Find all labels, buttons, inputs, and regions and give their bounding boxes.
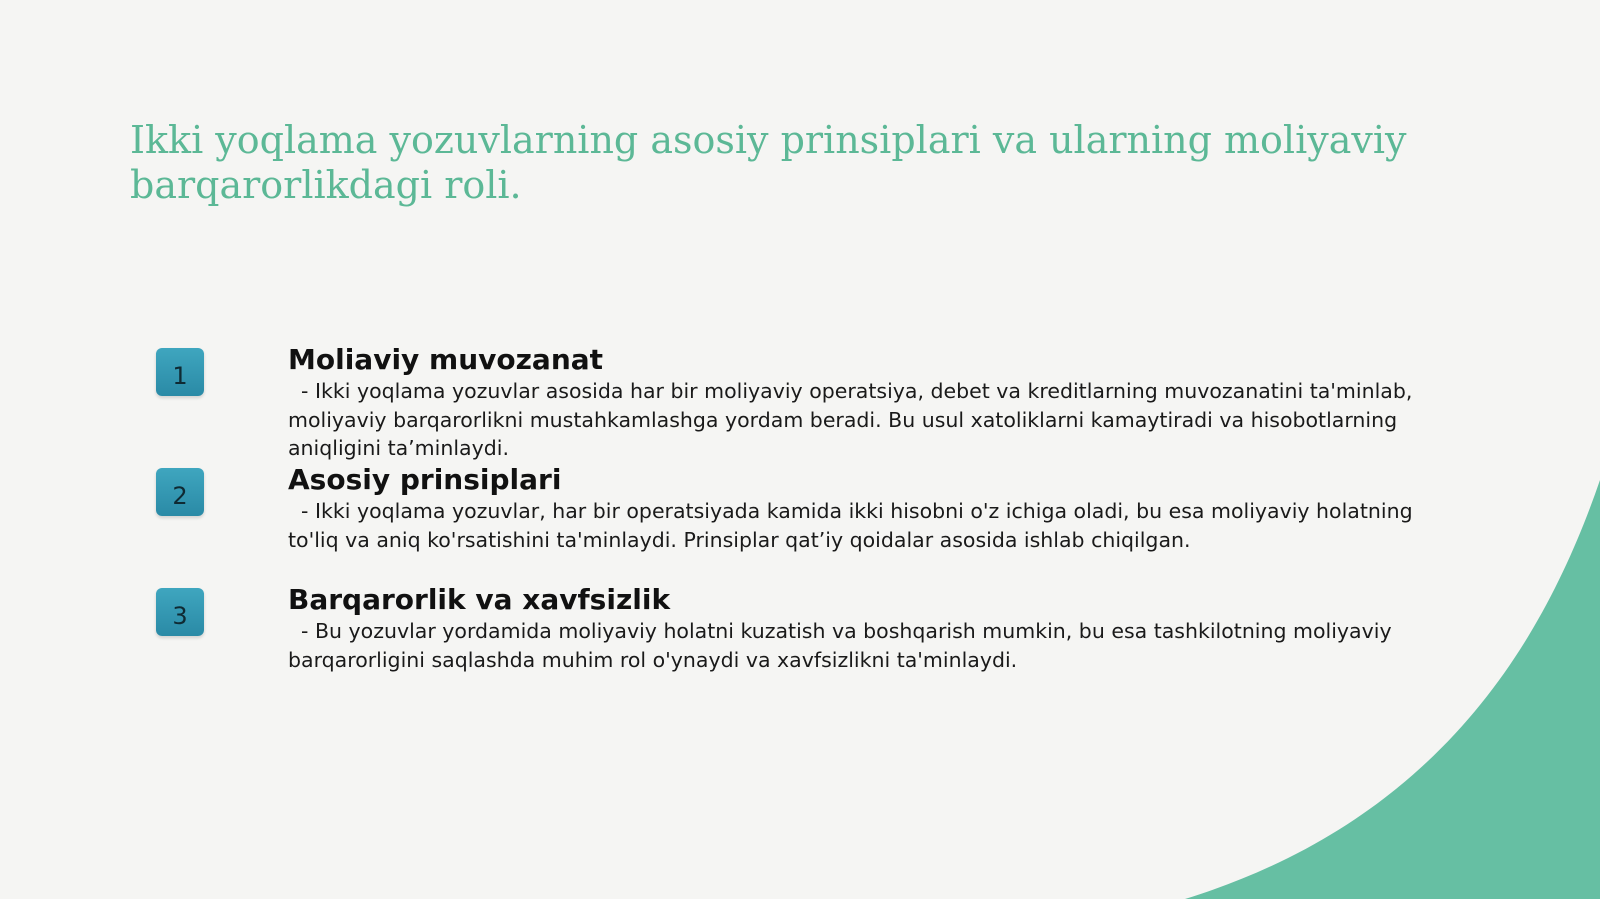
- number-badge-1: 1: [156, 348, 204, 396]
- item-text-2: - Ikki yoqlama yozuvlar, har bir operatsiyada kamida ikki hisobni o'z ichiga oladi, bu esa moliyaviy holatning to'liq va aniq ko'rsatishini ta'minlaydi. Prinsiplar qat’iy qoidalar asosida ishlab chiqilgan.: [288, 499, 1420, 552]
- slide-title: Ikki yoqlama yozuvlarning asosiy prinsiplari va ularning moliyaviy barqarorlikdagi roli.: [130, 118, 1407, 207]
- item-heading-2: Asosiy prinsiplari: [288, 463, 562, 496]
- item-text-3: - Bu yozuvlar yordamida moliyaviy holatni kuzatish va boshqarish mumkin, bu esa tashkilotning moliyaviy barqarorligini saqlashda muhim rol o'ynaydi va xavfsizlikni ta'minlaydi.: [288, 619, 1399, 672]
- number-badge-2: 2: [156, 468, 204, 516]
- item-heading-1: Moliaviy muvozanat: [288, 343, 604, 376]
- number-badge-3: 3: [156, 588, 204, 636]
- item-heading-3: Barqarorlik va xavfsizlik: [288, 583, 671, 616]
- item-text-1: - Ikki yoqlama yozuvlar asosida har bir moliyaviy operatsiya, debet va kreditlarning muvozanatini ta'minlab, moliyaviy barqarorlikni mustahkamlashga yordam beradi. Bu usul xatoliklarni kamaytiradi va hisobotlarning aniqligini ta’minlaydi.: [288, 379, 1419, 460]
